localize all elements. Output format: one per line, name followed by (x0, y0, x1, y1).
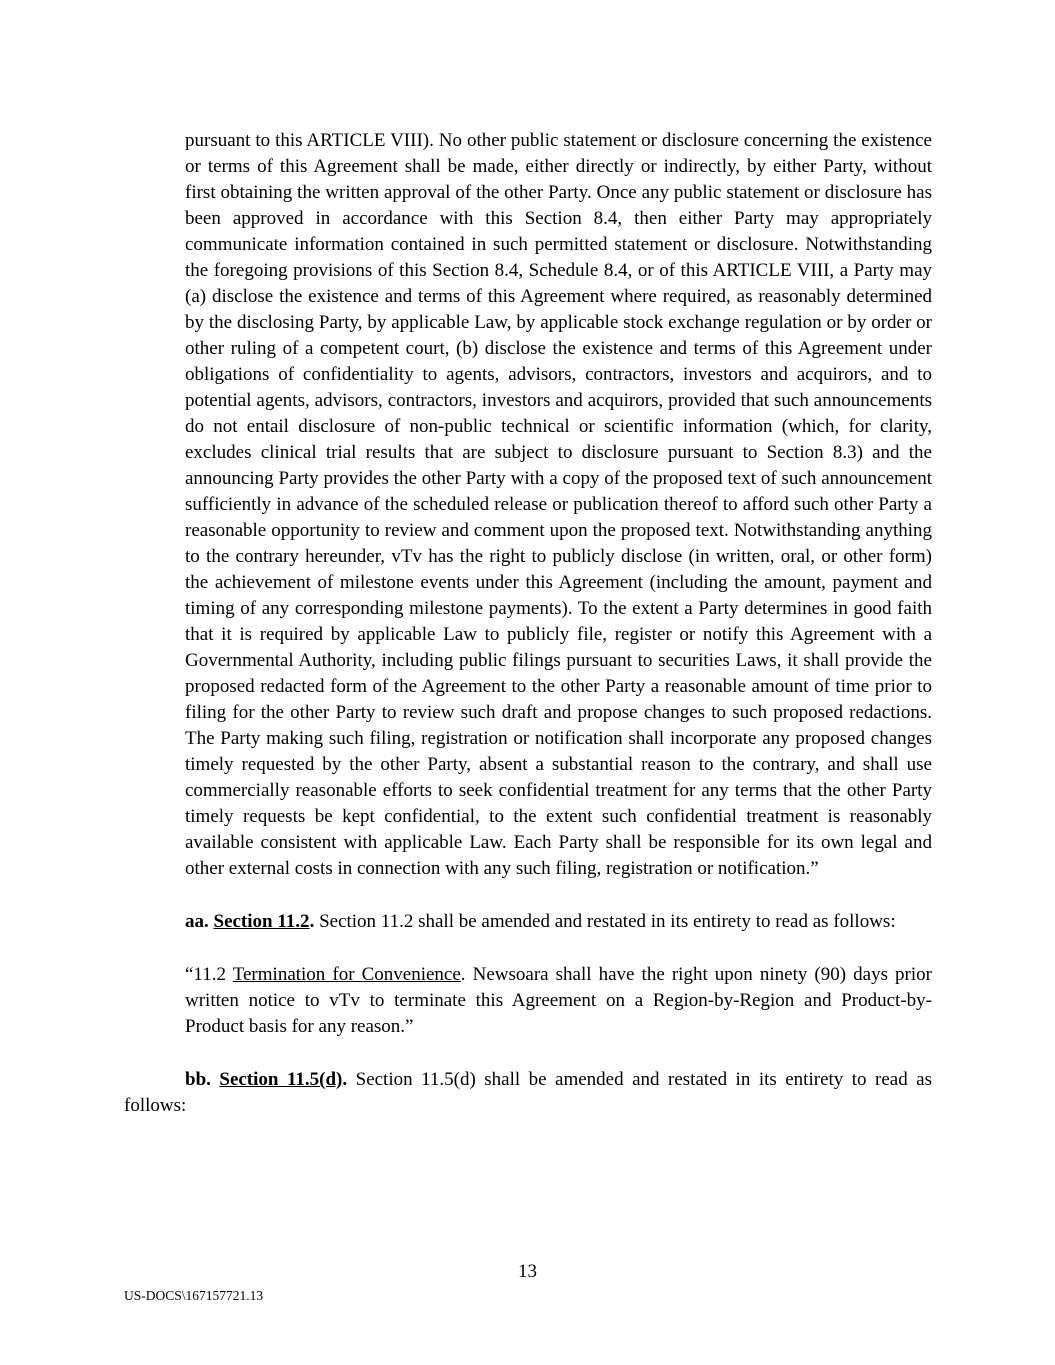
page-number: 13 (518, 1261, 537, 1282)
amendment-bb-section-ref: Section 11.5(d) (219, 1069, 343, 1090)
amendment-clause-bb (124, 1067, 932, 1119)
body-paragraph (185, 128, 932, 882)
amendment-aa-section-ref: Section 11.2 (213, 911, 310, 932)
amendment-aa-text: Section 11.2 shall be amended and restated in its entirety to read as follows: (319, 911, 896, 932)
quoted-section-11-2 (185, 962, 932, 1040)
quote-11-2-text: . Newsoara shall have the right upon ninety (90) days prior written notice to vTv to terminate this Agreement on a Region-by-Region and Product-by- Product basis for any reason.” (185, 964, 932, 1037)
amendment-bb-label: bb. (185, 1069, 211, 1090)
amendment-bb-text: Section 11.5(d) shall be amended and restated in its entirety to read as follows: (124, 1069, 933, 1116)
quote-11-2-open: “11.2 (185, 964, 226, 985)
amendment-clause-aa (124, 909, 932, 935)
document-content (124, 128, 932, 1119)
amendment-bb-label-period: . (342, 1069, 348, 1090)
amendment-aa-label: aa. (185, 911, 209, 932)
document-id-footer: US-DOCS\167157721.13 (124, 1288, 264, 1303)
amendment-aa-label-period: . (309, 911, 315, 932)
body-paragraph-text: pursuant to this ARTICLE VIII). No other public statement or disclosure concerning the existence or terms of this Agreement shall be made, either directly or indirectly, by either Party, without first obtaining the written approval of the other Party. Once any public statement or disclosure has been approved in accordance with this Section 8.4, then either Party may appropriately communicate information contained in such permitted statement or disclosure. Notwithstanding the foregoing provisions of this Section 8.4, Schedule 8.4, or of this ARTICLE VIII, a Party may (a) disclose the existence and terms of this Agreement where required, as reasonably determined by the disclosing Party, by applicable Law, by applicable stock exchange regulation or by order or other ruling of a competent court, (b) disclose the existence and terms of this Agreement under obligations of confidentiality to agents, advisors, contractors, investors and acquirors, and to potential agents, advisors, contractors, investors and acquirors, provided that such announcements do not entail disclosure of non-public technical or scientific information (which, for clarity, excludes clinical trial results that are subject to disclosure pursuant to Section 8.3) and the announcing Party provides the other Party with a copy of the proposed text of such announcement sufficiently in advance of the scheduled release or publication thereof to afford such other Party a reasonable opportunity to review and comment upon the proposed text. Notwithstanding anything to the contrary hereunder, vTv has the right to publicly disclose (in written, oral, or other form) the achievement of milestone events under this Agreement (including the amount, payment and timing of any corresponding milestone payments). To the extent a Party determines in good faith that it is required by applicable Law to publicly file, register or notify this Agreement with a Governmental Authority, including public filings pursuant to securities Laws, it shall provide the proposed redacted form of the Agreement to the other Party a reasonable amount of time prior to filing for the other Party to review such draft and propose changes to such proposed redactions. The Party making such filing, registration or notification shall incorporate any proposed changes timely requested by the other Party, absent a substantial reason to the contrary, and shall use commercially reasonable efforts to seek confidential treatment for any terms that the other Party timely requests be kept confidential, to the extent such confidential treatment is reasonably available consistent with applicable Law. Each Party shall be responsible for its own legal and other external costs in connection with any such filing, registration or notification.” (185, 130, 932, 879)
quote-11-2-heading: Termination for Convenience (232, 964, 461, 985)
